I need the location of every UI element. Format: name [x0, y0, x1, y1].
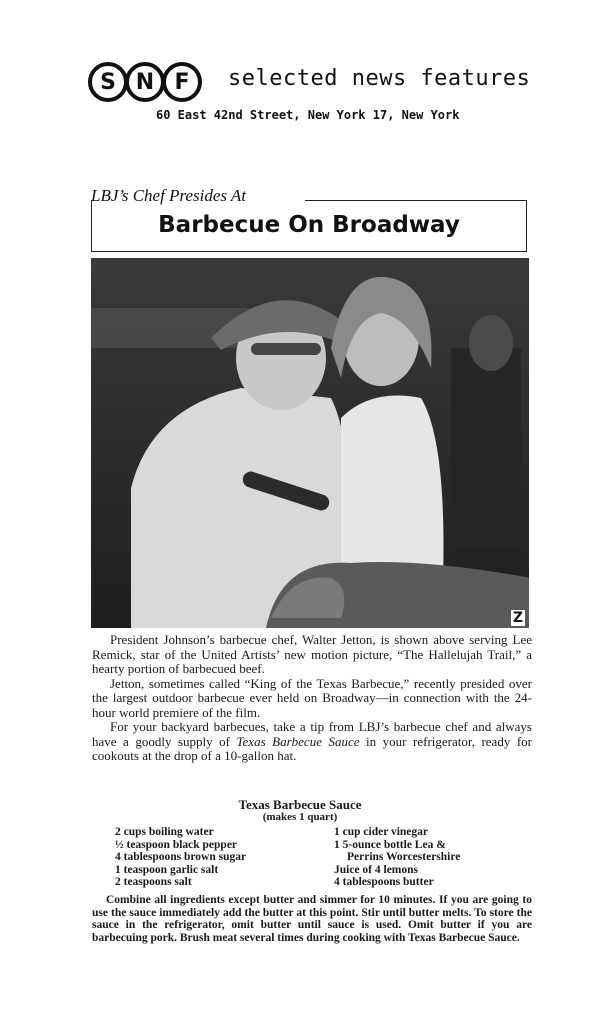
- ingredient: 1 cup cider vinegar: [334, 826, 429, 838]
- product-name: Texas Barbecue Sauce: [236, 733, 360, 749]
- kicker: LBJ’s Chef Presides At: [91, 186, 250, 206]
- headline: Barbecue On Broadway: [158, 212, 460, 238]
- article-body: [92, 633, 532, 764]
- paragraph: Jetton, sometimes called “King of the Texas Barbecue,” recently presided over the largest outdoor barbecue ever held on Broadway—in connection with the 24-hour world premiere of the film.: [92, 675, 532, 720]
- logo-letter-n-text: N: [135, 69, 155, 95]
- masthead: [88, 62, 531, 132]
- ingredient: 4 tablespoons butter: [334, 876, 434, 889]
- logo-letter-s-text: S: [100, 69, 116, 95]
- brand-name: selected news features: [228, 66, 531, 91]
- ingredient: Perrins Worcestershire: [347, 851, 461, 864]
- news-photo: [91, 258, 529, 628]
- paragraph-text: in your refrigerator, ready for cookouts at the drop of a 10-gallon hat.: [92, 733, 532, 763]
- ingredient: 2 teaspoons salt: [115, 876, 192, 889]
- logo-letter-s: [88, 62, 128, 102]
- logo-letter-f-text: F: [174, 69, 190, 95]
- ingredient: ½ teaspoon black pepper: [115, 838, 238, 851]
- paragraph: President Johnson’s barbecue chef, Walter Jetton, is shown above serving Lee Remick, star of the United Artists’ new motion picture, “The Hallelujah Trail,” a hearty portion of barbecued beef.: [92, 632, 532, 676]
- recipe-yield: (makes 1 quart): [262, 811, 338, 823]
- ingredient: 1 teaspoon garlic salt: [115, 863, 219, 876]
- ingredient: 2 cups boiling water: [115, 826, 214, 838]
- ingredient: 4 tablespoons brown sugar: [115, 851, 247, 864]
- snf-logo: [88, 62, 199, 102]
- logo-letter-f: [162, 62, 202, 102]
- paragraph: [92, 720, 532, 764]
- address: 60 East 42nd Street, New York 17, New York: [156, 108, 460, 122]
- recipe-directions: Combine all ingredients except butter and simmer for 10 minutes. If you are going to use the sauce immediately add the butter at this point. Stir until butter melts. To store the sauce in the refrigerator, omit butter until sauce is used. Omit butter if you are barbecuing pork. Brush meat several times during cooking with Texas Barbecue Sauce.: [92, 894, 532, 944]
- paragraph-text: For your backyard barbecues, take a tip from LBJ’s barbecue chef and always have a goodly supply of: [92, 719, 532, 749]
- ingredient: 1 5-ounce bottle Lea &: [334, 838, 446, 851]
- ingredients-right: [334, 826, 460, 889]
- photo-illustration: [91, 258, 529, 628]
- recipe-title: Texas Barbecue Sauce: [238, 797, 362, 812]
- logo-letter-n: [125, 62, 165, 102]
- ingredient: Juice of 4 lemons: [334, 863, 419, 876]
- ingredients-left: [115, 826, 246, 889]
- headline-box: [91, 200, 527, 252]
- photo-mark: Z: [512, 610, 523, 626]
